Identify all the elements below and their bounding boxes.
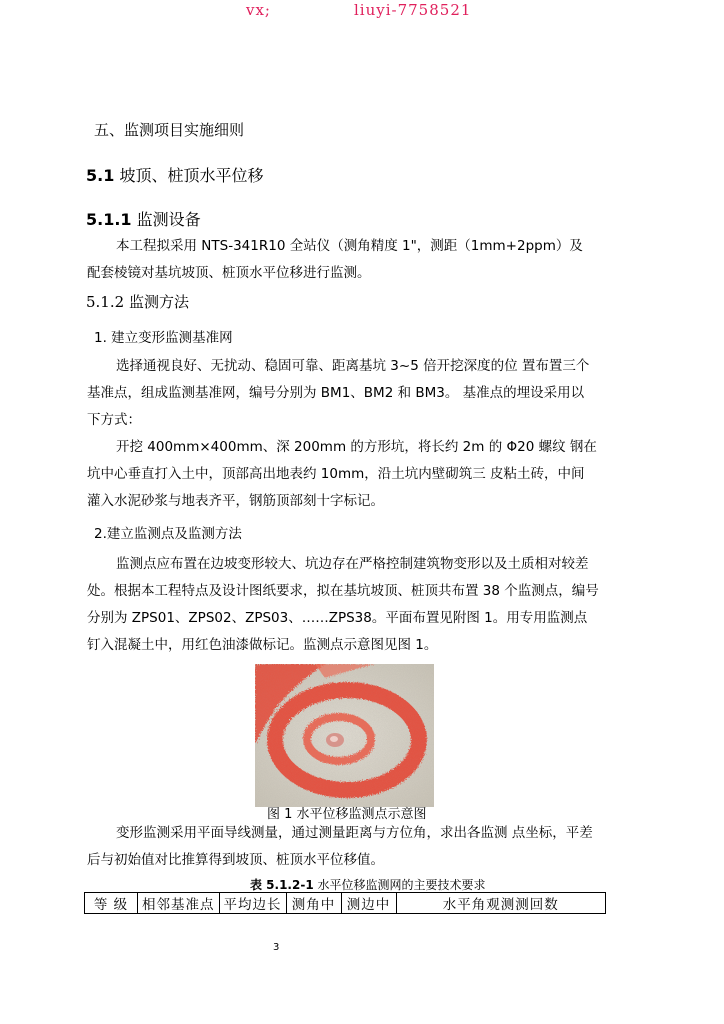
- subheading-1: 1. 建立变形监测基准网: [94, 330, 233, 346]
- paragraph-points: [87, 551, 599, 659]
- heading-5-1-1-number: 5.1.1: [86, 210, 132, 229]
- subheading-2: 2.建立监测点及监测方法: [94, 526, 242, 542]
- table-caption-title: 水平位移监测网的主要技术要求: [317, 878, 486, 892]
- table-header-row: [85, 893, 606, 914]
- paragraph-burying: [87, 434, 597, 515]
- table-header-cell: 测边中: [341, 893, 396, 914]
- table-header-cell: 测角中: [286, 893, 341, 914]
- text-line: 开挖 400mm×400mm、深 200mm 的方形坑，将长约 2m 的 Φ20 螺纹 钢在: [116, 439, 597, 455]
- text-line: 配套棱镜对基坑坡顶、桩顶水平位移进行监测。: [87, 265, 371, 281]
- text-line: 处。根据本工程特点及设计图纸要求，拟在基坑坡顶、桩顶共布置 38 个监测点，编号: [87, 583, 599, 599]
- heading-5-1-2: [86, 291, 189, 312]
- text-line: 变形监测采用平面导线测量，通过测量距离与方位角，求出各监测 点坐标，平差: [116, 825, 593, 841]
- heading-5-1-number: 5.1: [86, 166, 115, 185]
- text-line: 选择通视良好、无扰动、稳固可靠、距离基坑 3~5 倍开挖深度的位 置布置三个: [116, 358, 590, 374]
- text-line: 后与初始值对比推算得到坡顶、桩顶水平位移值。: [87, 852, 384, 868]
- heading-5-1-title: 坡顶、桩顶水平位移: [119, 166, 264, 185]
- table-caption-number: 表 5.1.2-1: [250, 878, 314, 892]
- paragraph-benchmark: [87, 353, 589, 434]
- paragraph-equipment: [87, 233, 583, 287]
- text-line: 灌入水泥砂浆与地表齐平，钢筋顶部刻十字标记。: [87, 493, 384, 509]
- page-number: 3: [273, 942, 280, 953]
- text-line: 坑中心垂直打入土中，顶部高出地表约 10mm，沿土坑内壁砌筑三 皮粘土砖，中间: [87, 466, 585, 482]
- table-header-cell: 平均边长: [219, 893, 286, 914]
- section-heading: 五、监测项目实施细则: [94, 121, 245, 139]
- table-header-cell: 水平角观测测回数: [396, 893, 606, 914]
- table-caption: [250, 876, 486, 893]
- text-line: 分别为 ZPS01、ZPS02、ZPS03、……ZPS38。平面布置见附图 1。用专用监测点: [87, 610, 588, 626]
- text-line: 监测点应布置在边坡变形较大、坑边存在严格控制建筑物变形以及土质相对较差: [116, 556, 589, 572]
- watermark-left: vx;: [246, 1, 271, 19]
- heading-5-1: [86, 163, 263, 186]
- monitoring-point-photo: [255, 664, 434, 807]
- text-line: 基准点，组成监测基准网，编号分别为 BM1、BM2 和 BM3。 基准点的埋设采用以: [87, 385, 585, 401]
- figure-caption: 图 1 水平位移监测点示意图: [267, 807, 427, 822]
- heading-5-1-2-title: 监测方法: [128, 293, 189, 311]
- watermark-right: liuyi-7758521: [354, 1, 472, 19]
- heading-5-1-1-title: 监测设备: [136, 210, 201, 229]
- heading-5-1-1: [86, 207, 201, 230]
- text-line: 本工程拟采用 NTS-341R10 全站仪（测角精度 1"，测距（1mm+2ppm）及: [116, 238, 583, 254]
- text-line: 钉入混凝土中，用红色油漆做标记。监测点示意图见图 1。: [87, 637, 438, 653]
- heading-5-1-2-number: 5.1.2: [86, 293, 125, 311]
- monitoring-point-image: [255, 664, 434, 807]
- table-header-cell: 相邻基准点: [138, 893, 220, 914]
- table-header-cell: 等 级: [85, 893, 138, 914]
- technical-requirements-table: [84, 892, 606, 914]
- paragraph-method: [87, 820, 593, 874]
- text-line: 下方式：: [87, 412, 141, 428]
